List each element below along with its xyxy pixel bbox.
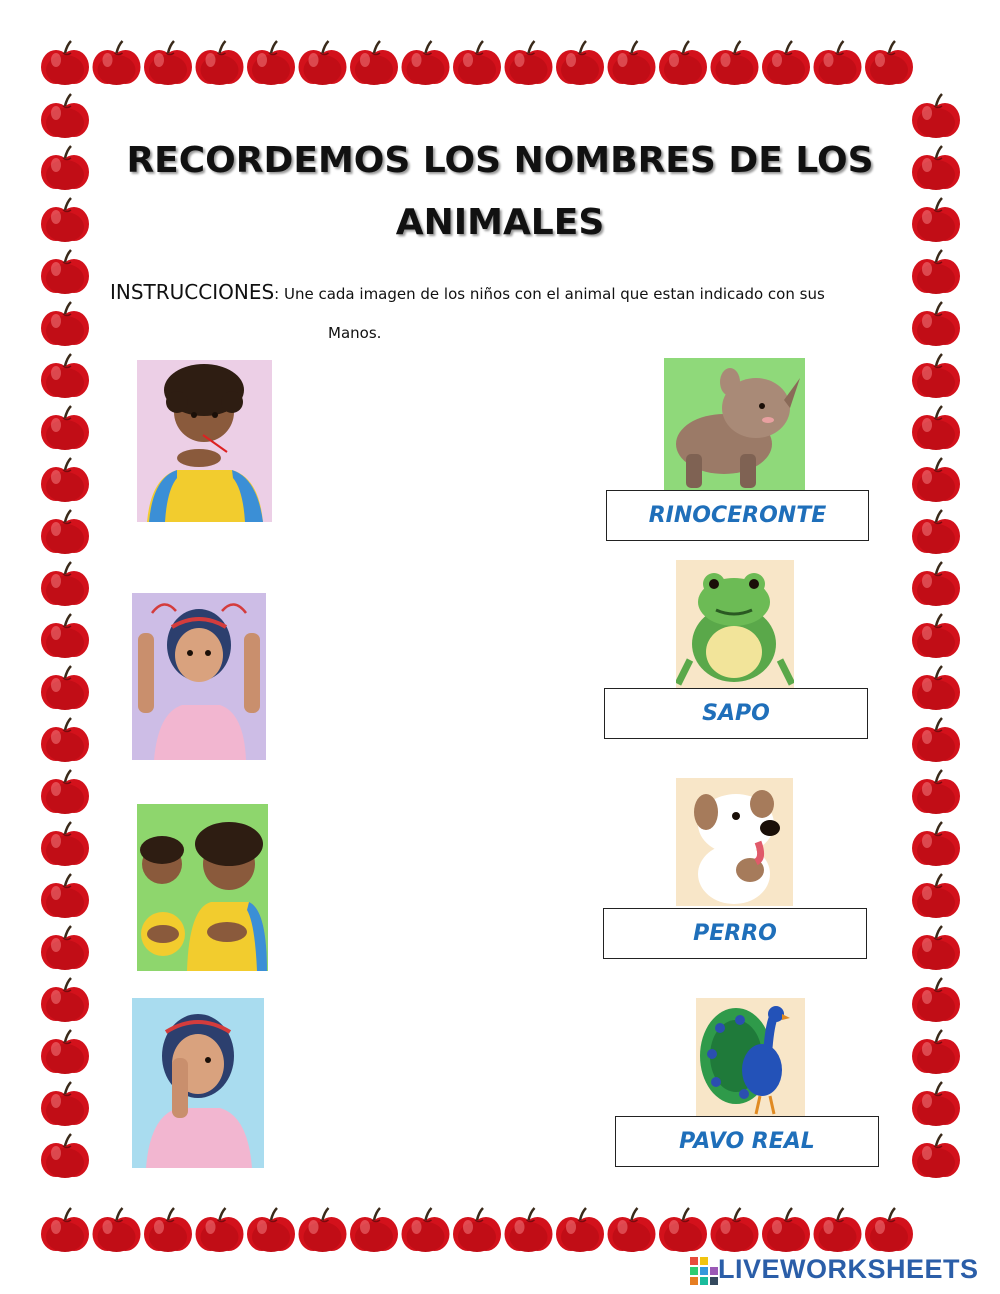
logo-text: LIVEWORKSHEETS xyxy=(718,1254,979,1284)
apple-icon xyxy=(247,41,295,85)
child-sign-steps-icon[interactable] xyxy=(137,804,268,971)
apple-icon xyxy=(402,41,450,85)
apple-icon xyxy=(41,1082,89,1126)
apple-icon xyxy=(41,146,89,190)
apple-icon xyxy=(814,1208,862,1252)
page-title-line1: RECORDEMOS LOS NOMBRES DE LOS xyxy=(126,140,874,181)
apple-icon xyxy=(41,666,89,710)
apple-icon xyxy=(299,1208,347,1252)
peacock-icon[interactable] xyxy=(696,998,805,1116)
apple-icon xyxy=(912,198,960,242)
apple-icon xyxy=(41,1134,89,1178)
answer-box-perro[interactable]: PERRO xyxy=(603,908,867,959)
apple-icon xyxy=(41,1030,89,1074)
apple-icon xyxy=(912,250,960,294)
apple-icon xyxy=(41,198,89,242)
apple-icon xyxy=(196,1208,244,1252)
apple-icon xyxy=(93,1208,141,1252)
logo-blocks-icon xyxy=(690,1255,718,1285)
apple-icon xyxy=(912,718,960,762)
answer-box-pavo-real[interactable]: PAVO REAL xyxy=(615,1116,879,1167)
apple-icon xyxy=(505,41,553,85)
apple-icon xyxy=(41,250,89,294)
apple-icon xyxy=(912,770,960,814)
girl-sign-icon[interactable] xyxy=(132,593,266,760)
instructions xyxy=(110,280,910,304)
apple-icon xyxy=(912,1134,960,1178)
apple-icon xyxy=(144,1208,192,1252)
apple-icon xyxy=(608,41,656,85)
apple-icon xyxy=(41,458,89,502)
apple-icon xyxy=(41,354,89,398)
apple-icon xyxy=(912,614,960,658)
apple-icon xyxy=(144,41,192,85)
apple-icon xyxy=(865,41,913,85)
page-title-line2: ANIMALES xyxy=(395,202,605,243)
apple-icon xyxy=(912,406,960,450)
liveworksheets-logo xyxy=(690,1254,979,1285)
apple-icon xyxy=(912,822,960,866)
apple-icon xyxy=(912,874,960,918)
apple-icon xyxy=(814,41,862,85)
apple-icon xyxy=(912,146,960,190)
answer-box-sapo[interactable]: SAPO xyxy=(604,688,868,739)
apple-icon xyxy=(711,1208,759,1252)
apple-icon xyxy=(350,1208,398,1252)
apple-icon xyxy=(93,41,141,85)
apple-icon xyxy=(41,562,89,606)
apple-icon xyxy=(41,406,89,450)
apple-icon xyxy=(912,978,960,1022)
apple-icon xyxy=(41,510,89,554)
dog-icon[interactable] xyxy=(676,778,793,906)
apple-icon xyxy=(912,354,960,398)
apple-icon xyxy=(453,1208,501,1252)
child-sign-icon[interactable] xyxy=(137,360,272,522)
apple-icon xyxy=(556,41,604,85)
apple-icon xyxy=(912,562,960,606)
apple-icon xyxy=(299,41,347,85)
rhinoceros-icon[interactable] xyxy=(664,358,805,490)
apple-icon xyxy=(402,1208,450,1252)
apple-icon xyxy=(41,874,89,918)
apple-icon xyxy=(41,1208,89,1252)
apple-icon xyxy=(608,1208,656,1252)
apple-icon xyxy=(912,510,960,554)
apple-icon xyxy=(912,926,960,970)
apple-icon xyxy=(912,1082,960,1126)
apple-icon xyxy=(912,458,960,502)
instructions-label: INSTRUCCIONES xyxy=(110,280,275,304)
apple-icon xyxy=(505,1208,553,1252)
apple-icon xyxy=(41,614,89,658)
apple-icon xyxy=(350,41,398,85)
apple-icon xyxy=(41,770,89,814)
instructions-text: : Une cada imagen de los niños con el animal que estan indicado con sus xyxy=(274,285,825,303)
apple-icon xyxy=(247,1208,295,1252)
apple-icon xyxy=(41,94,89,138)
apple-icon xyxy=(41,822,89,866)
apple-icon xyxy=(711,41,759,85)
apple-icon xyxy=(41,41,89,85)
instructions-text-line2: Manos. xyxy=(328,324,382,342)
apple-icon xyxy=(912,94,960,138)
apple-icon xyxy=(659,1208,707,1252)
frog-icon[interactable] xyxy=(676,560,794,688)
apple-icon xyxy=(762,1208,810,1252)
apple-icon xyxy=(865,1208,913,1252)
apple-icon xyxy=(41,302,89,346)
apple-icon xyxy=(41,718,89,762)
apple-icon xyxy=(912,1030,960,1074)
apple-icon xyxy=(453,41,501,85)
apple-icon xyxy=(659,41,707,85)
apple-icon xyxy=(196,41,244,85)
apple-icon xyxy=(762,41,810,85)
apple-icon xyxy=(41,978,89,1022)
apple-icon xyxy=(912,302,960,346)
apple-icon xyxy=(41,926,89,970)
girl-nose-sign-icon[interactable] xyxy=(132,998,264,1168)
answer-box-rinoceronte[interactable]: RINOCERONTE xyxy=(606,490,869,541)
apple-icon xyxy=(912,666,960,710)
apple-icon xyxy=(556,1208,604,1252)
